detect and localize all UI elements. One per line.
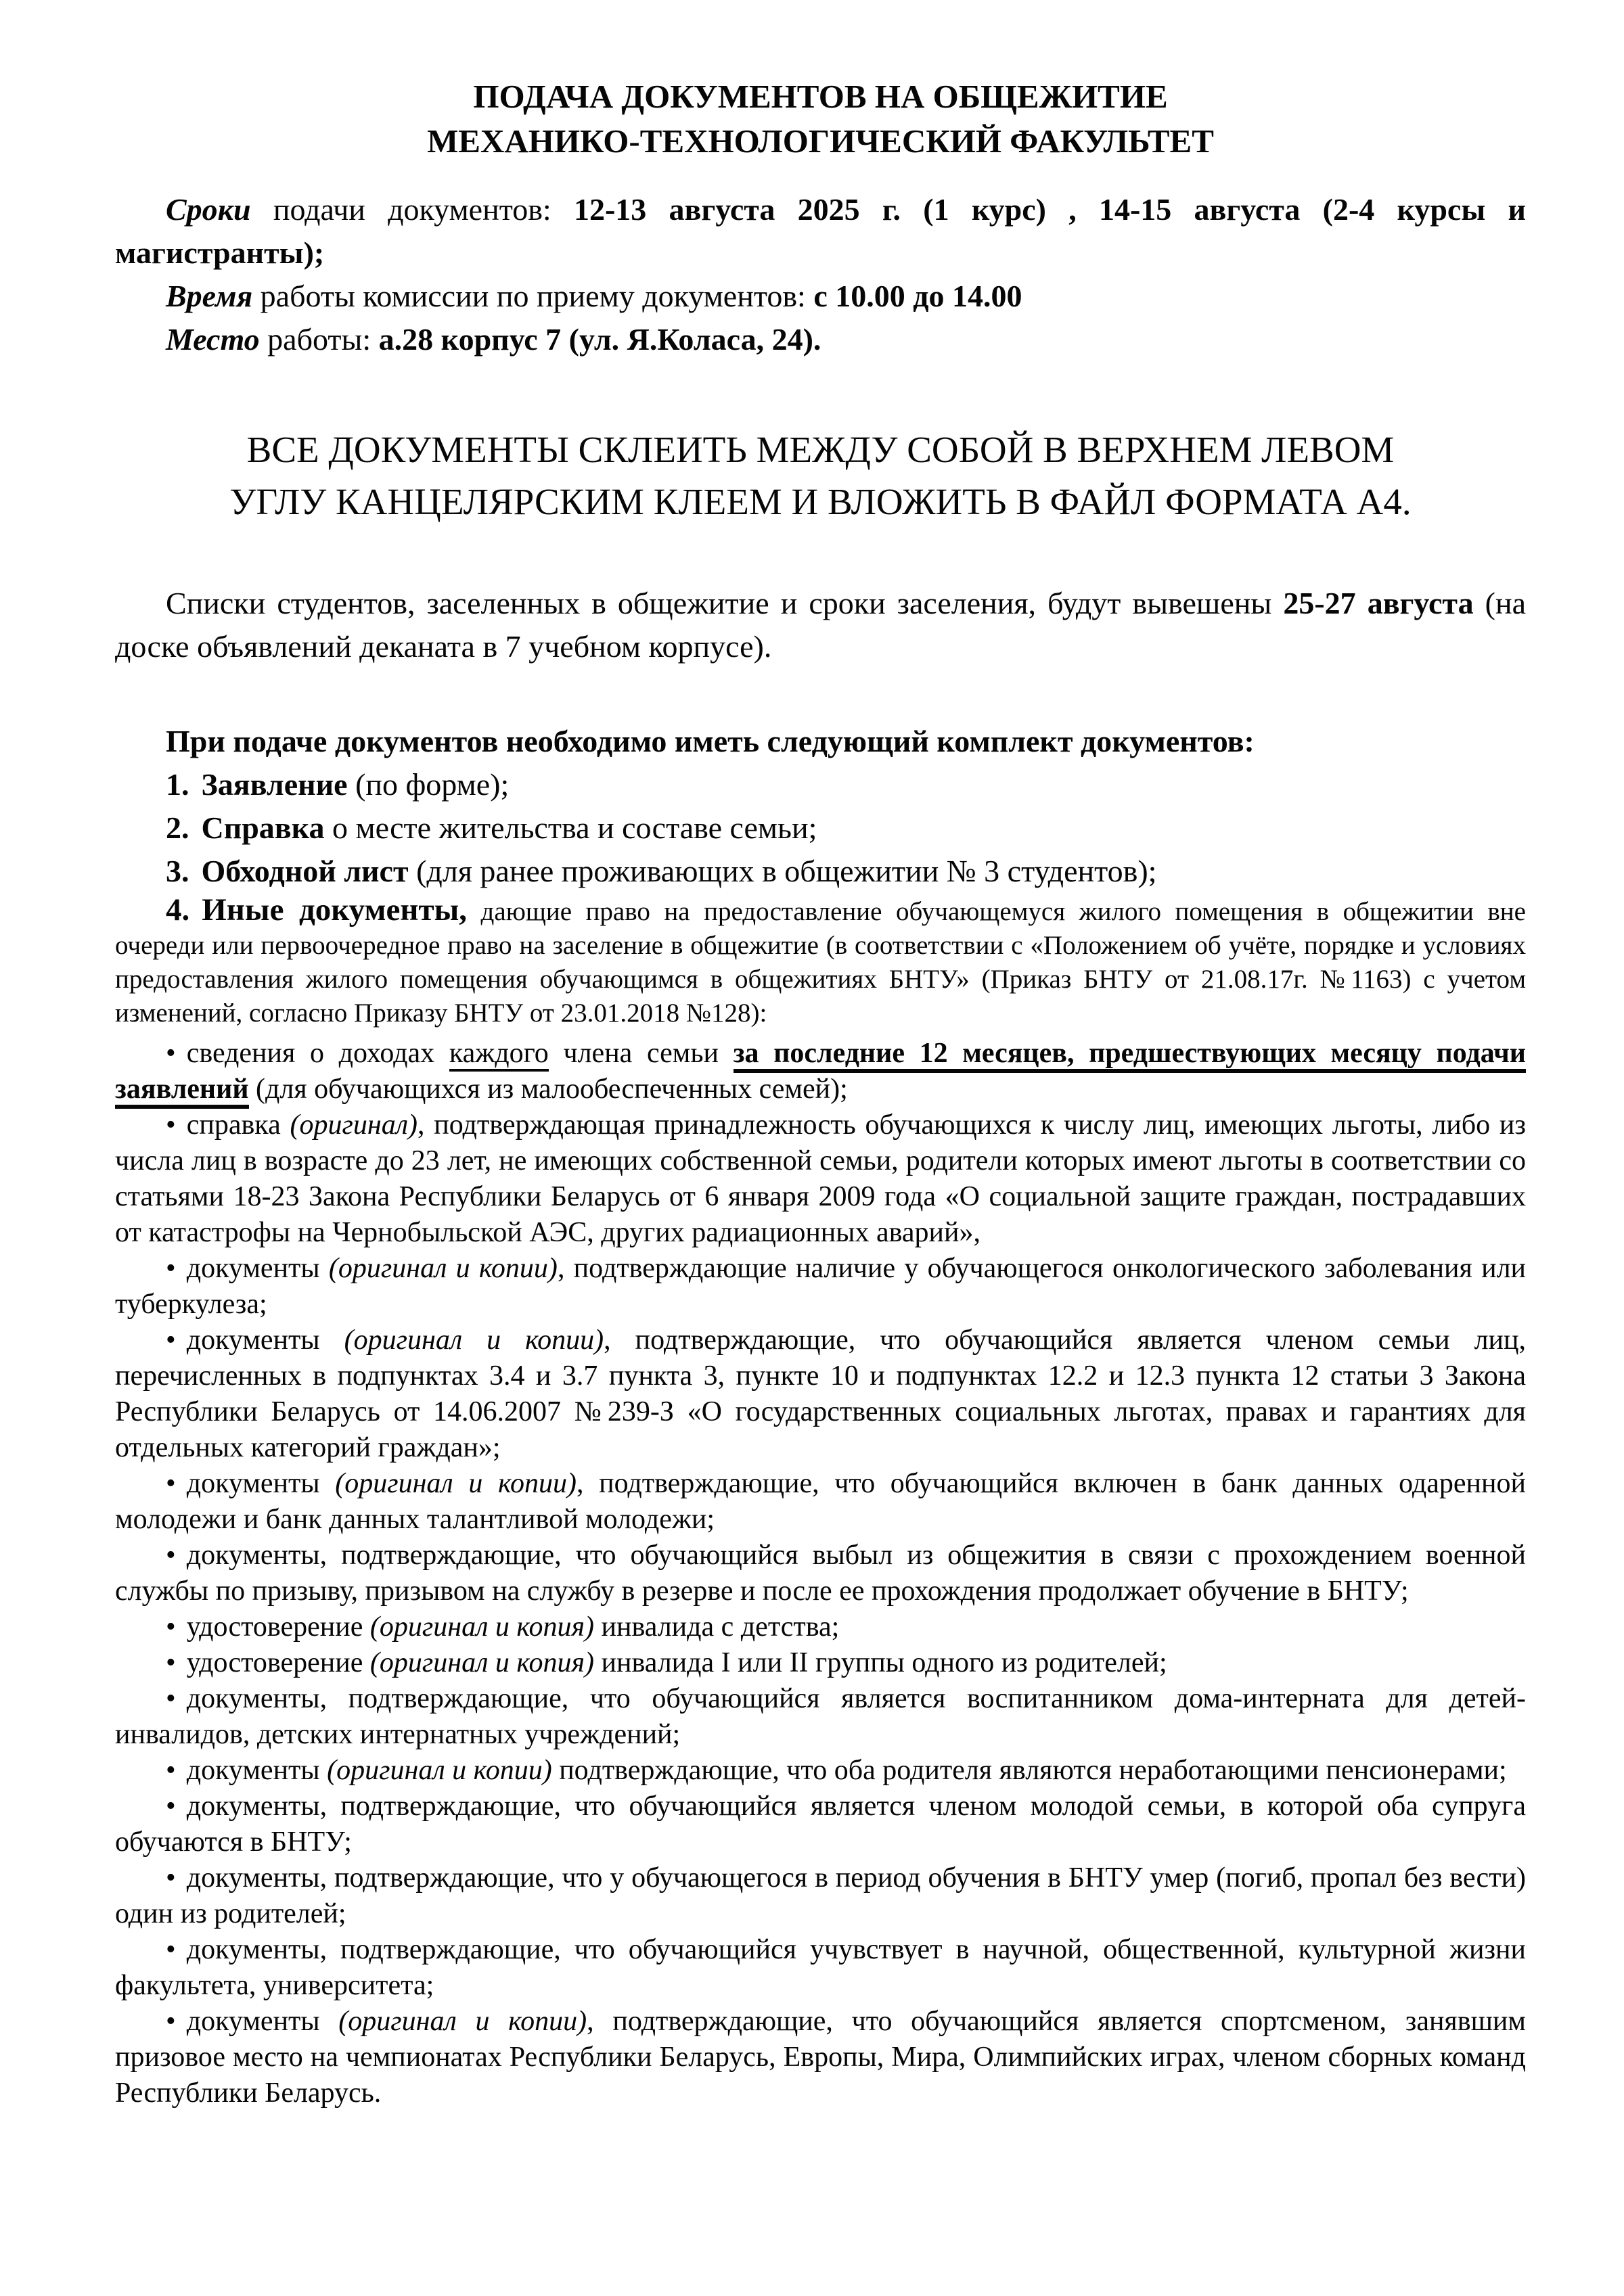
numbered-list [115, 763, 1526, 1030]
glue-notice: ВСЕ ДОКУМЕНТЫ СКЛЕИТЬ МЕЖДУ СОБОЙ В ВЕРХНЕМ ЛЕВОМ УГЛУ КАНЦЕЛЯРСКИМ КЛЕЕМ И ВЛОЖИТЬ В ФАЙЛ ФОРМАТА А4. [229, 429, 1412, 522]
item-2-rest: о месте жительства и составе семьи; [324, 810, 817, 845]
item-4-number: 4. [166, 892, 190, 927]
bullet-marker: • [166, 1683, 176, 1714]
bullet-item-12 [115, 1860, 1526, 1932]
bullet-1-underlined: каждого [449, 1038, 549, 1072]
bullet-8-post: инвалида I или II группы одного из родителей; [593, 1647, 1167, 1678]
time-mid: работы комиссии по приему документов: [252, 279, 814, 313]
item-3-number: 3. [166, 854, 189, 888]
bullet-8-italic: (оригинал и копия) [369, 1647, 594, 1678]
bullet-item-13 [115, 1932, 1526, 2004]
bullet-1-bold-underlined: за последние 12 месяцев, предшествующих месяцу подачи заявлений [115, 1038, 1526, 1109]
bullet-marker: • [166, 1862, 176, 1893]
submission-info [115, 188, 1526, 361]
deadlines-label: Сроки [166, 192, 251, 227]
bullet-item-1 [115, 1036, 1526, 1107]
bullet-marker: • [166, 1325, 176, 1356]
bullet-13-text: документы, подтверждающие, что обучающийся учувствует в научной, общественной, культурной жизни факультета, университета; [115, 1934, 1526, 2001]
bullet-item-9 [115, 1681, 1526, 1753]
title-line-2: МЕХАНИКО-ТЕХНОЛОГИЧЕСКИЙ ФАКУЛЬТЕТ [427, 122, 1214, 160]
bullet-item-8 [115, 1645, 1526, 1681]
bullet-9-text: документы, подтверждающие, что обучающийся является воспитанником дома-интерната для детей-инвалидов, детских интернатных учреждений; [115, 1683, 1526, 1750]
bullet-1-post: (для обучающихся из малообеспеченных семей); [248, 1074, 848, 1105]
bullet-marker: • [166, 1755, 176, 1786]
bullet-marker: • [166, 1540, 176, 1571]
bullet-marker: • [166, 1038, 176, 1069]
place-value: а.28 корпус 7 (ул. Я.Коласа, 24). [378, 322, 821, 357]
bullet-marker: • [166, 1791, 176, 1822]
bullet-14-post: , подтверждающие, что обучающийся является спортсменом, занявшим призовое место на чемпионатах Республики Беларусь, Европы, Мира, Олимпийских играх, членом сборных команд Республики Беларусь. [115, 2006, 1526, 2109]
bullet-5-italic: (оригинал и копии) [335, 1468, 577, 1499]
bullet-item-6 [115, 1538, 1526, 1609]
bullet-marker: • [166, 1611, 176, 1643]
time-label: Время [166, 279, 253, 313]
bullet-item-4 [115, 1323, 1526, 1466]
bullet-2-post: , подтверждающая принадлежность обучающихся к числу лиц, имеющих льготы, либо из числа лиц в возрасте до 23 лет, не имеющих собственной семьи, родители которых имеют льготы в соответствии со статьями 18-23 Закона Республики Беларусь от 6 января 2009 года «О социальной защите граждан, пострадавших от катастрофы на Чернобыльской АЭС, других радиационных аварий», [115, 1109, 1526, 1248]
item-2-number: 2. [166, 810, 189, 845]
bullet-item-10 [115, 1753, 1526, 1789]
bullet-6-text: документы, подтверждающие, что обучающийся выбыл из общежития в связи с прохождением военной службы по призыву, призывом на службу в резерве и после ее прохождения продолжает обучение в БНТУ; [115, 1540, 1526, 1607]
bullet-marker: • [166, 1109, 176, 1141]
item-3-rest: (для ранее проживающих в общежитии № 3 студентов); [408, 854, 1157, 888]
item-1-rest: (по форме); [347, 767, 510, 802]
bullet-10-pre: документы [186, 1755, 328, 1786]
lists-post: (на доске объявлений деканата в 7 учебном корпусе). [115, 586, 1526, 664]
bullet-item-3 [115, 1251, 1526, 1323]
item-3-label: Обходной лист [201, 854, 409, 888]
bullet-3-italic: (оригинал и копии) [328, 1253, 558, 1284]
bullet-2-pre: справка [186, 1109, 290, 1141]
bullet-item-7 [115, 1609, 1526, 1645]
deadlines-mid: подачи документов: [250, 192, 574, 227]
bullet-7-post: инвалида с детства; [593, 1611, 840, 1643]
bullet-5-post: , подтверждающие, что обучающийся включен в банк данных одаренной молодежи и банк данных талантливой молодежи; [115, 1468, 1526, 1535]
item-1-label: Заявление [201, 767, 348, 802]
item-4-rest: дающие право на предоставление обучающемуся жилого помещения в общежитии вне очереди или первоочередное право на заселение в общежитие (в соответствии с «Положением об учёте, порядке и условиях предоставления жилого помещения обучающимся в общежитиях БНТУ» (Приказ БНТУ от 21.08.17г. №1163) с учетом изменений, согласно Приказу БНТУ от 23.01.2018 №128): [115, 897, 1526, 1028]
bullet-4-italic: (оригинал и копии) [344, 1325, 604, 1356]
bullet-1-pre: сведения о доходах [186, 1038, 449, 1069]
place-label: Место [166, 322, 260, 357]
lists-dates: 25-27 августа [1283, 586, 1474, 620]
deadlines-line [115, 188, 1526, 275]
bullet-8-pre: удостоверение [186, 1647, 370, 1678]
bullet-item-11 [115, 1789, 1526, 1860]
title-line-1: ПОДАЧА ДОКУМЕНТОВ НА ОБЩЕЖИТИЕ [473, 78, 1168, 115]
time-value: с 10.00 до 14.00 [813, 279, 1022, 313]
bullet-10-italic: (оригинал и копии) [327, 1755, 552, 1786]
bullet-marker: • [166, 1468, 176, 1499]
bullet-1-mid: члена семьи [548, 1038, 734, 1069]
bullet-7-pre: удостоверение [186, 1611, 370, 1643]
other-documents-list [115, 1036, 1526, 2111]
bullet-11-text: документы, подтверждающие, что обучающийся является членом молодой семьи, в которой оба супруга обучаются в БНТУ; [115, 1791, 1526, 1858]
bullet-3-post: , подтверждающие наличие у обучающегося онкологического заболевания или туберкулеза; [115, 1253, 1527, 1320]
list-item-3 [115, 850, 1526, 893]
place-mid: работы: [259, 322, 379, 357]
list-item-2 [115, 806, 1526, 850]
bullet-marker: • [166, 1934, 176, 1965]
bullet-4-pre: документы [186, 1325, 344, 1356]
bullet-3-pre: документы [186, 1253, 329, 1284]
bullet-14-pre: документы [186, 2006, 339, 2037]
lists-pre: Списки студентов, заселенных в общежитие и сроки заселения, будут вывешены [166, 586, 1284, 620]
bullet-10-post: подтверждающие, что оба родителя являются неработающими пенсионерами; [551, 1755, 1507, 1786]
item-1-number: 1. [166, 767, 189, 802]
item-4-label: Иные документы, [202, 892, 468, 927]
list-item-4 [115, 893, 1526, 1030]
bullet-14-italic: (оригинал и копии) [338, 2006, 587, 2037]
document-title [115, 74, 1526, 164]
bullet-5-pre: документы [186, 1468, 336, 1499]
lists-announcement [115, 582, 1526, 668]
bullet-marker: • [166, 1647, 176, 1678]
bullet-7-italic: (оригинал и копия) [369, 1611, 594, 1643]
bullet-marker: • [166, 2006, 176, 2037]
bullet-marker: • [166, 1253, 176, 1284]
place-line [115, 318, 1526, 361]
list-item-1 [115, 763, 1526, 806]
bullet-2-italic: (оригинал) [290, 1109, 418, 1141]
bullet-item-2 [115, 1107, 1526, 1251]
bullet-item-14 [115, 2004, 1526, 2111]
bullet-4-post: , подтверждающие, что обучающийся является членом семьи лиц, перечисленных в подпунктах 3.4 и 3.7 пункта 3, пункте 10 и подпунктах 12.2 и 12.3 пункта 12 статьи 3 Закона Республики Беларусь от 14.06.2007 №239-З «О государственных социальных льготах, правах и гарантиях для отдельных категорий граждан»; [115, 1325, 1526, 1463]
deadlines-value: 12-13 августа 2025 г. (1 курс) , 14-15 августа (2-4 курсы и магистранты); [115, 192, 1526, 270]
item-2-label: Справка [201, 810, 325, 845]
documents-list-heading: При подаче документов необходимо иметь следующий комплект документов: [166, 724, 1255, 758]
time-line [115, 275, 1526, 318]
bullet-item-5 [115, 1466, 1526, 1538]
bullet-12-text: документы, подтверждающие, что у обучающегося в период обучения в БНТУ умер (погиб, пропал без вести) один из родителей; [115, 1862, 1526, 1929]
